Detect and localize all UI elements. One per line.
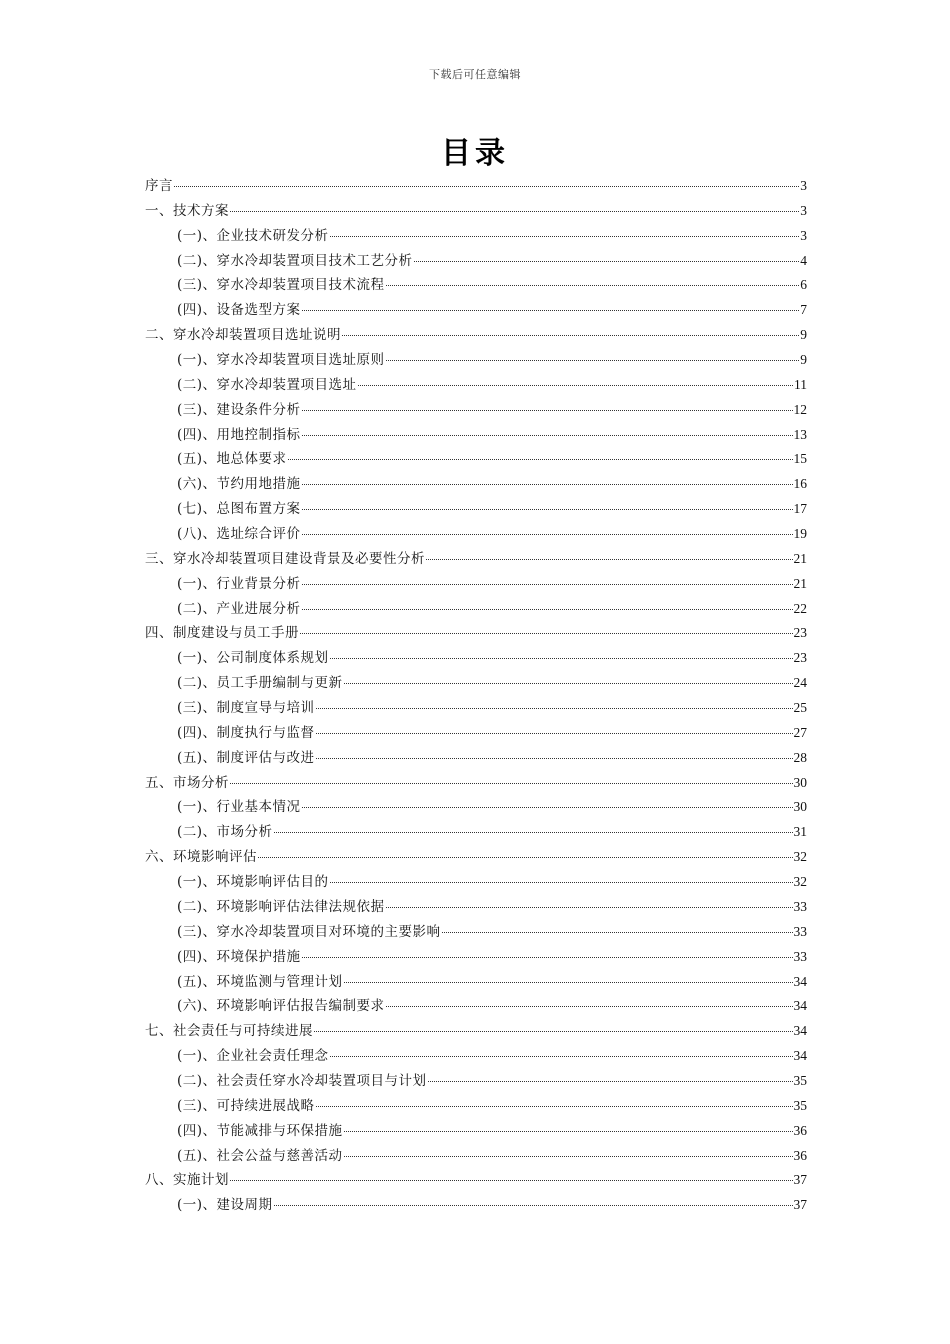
toc-entry-text: (一)、行业背景分析 bbox=[177, 575, 301, 592]
toc-entry-leader bbox=[302, 472, 793, 485]
toc-entry-chapter[interactable] bbox=[145, 547, 807, 572]
toc-entry-section[interactable] bbox=[145, 994, 807, 1019]
toc-entry-section[interactable] bbox=[145, 497, 807, 522]
toc-entry-page-number: 7 bbox=[800, 302, 807, 318]
toc-entry-page-number: 16 bbox=[793, 476, 807, 492]
toc-entry-page-number: 35 bbox=[793, 1097, 807, 1113]
toc-entry-leader bbox=[314, 1019, 793, 1032]
toc-entry-text: (三)、建设条件分析 bbox=[177, 401, 301, 418]
toc-entry-page-number: 21 bbox=[793, 575, 807, 591]
toc-entry-page-number: 24 bbox=[793, 675, 807, 691]
toc-entry-leader bbox=[288, 447, 793, 460]
toc-entry-text: 八、实施计划 bbox=[145, 1172, 229, 1189]
toc-entry-text: (六)、节约用地措施 bbox=[177, 476, 301, 493]
toc-entry-text: 三、穿水冷却装置项目建设背景及必要性分析 bbox=[145, 550, 425, 567]
toc-entry-page-number: 36 bbox=[793, 1147, 807, 1163]
toc-entry-chapter[interactable] bbox=[145, 845, 807, 870]
toc-entry-chapter[interactable] bbox=[145, 771, 807, 796]
toc-entry-section[interactable] bbox=[145, 721, 807, 746]
toc-entry-page-number: 6 bbox=[800, 277, 807, 293]
toc-entry-page-number: 9 bbox=[800, 327, 807, 343]
toc-entry-text: (二)、环境影响评估法律法规依据 bbox=[177, 898, 385, 915]
toc-entry-text: (七)、总图布置方案 bbox=[177, 501, 301, 518]
toc-entry-section[interactable] bbox=[145, 572, 807, 597]
toc-entry-section[interactable] bbox=[145, 1144, 807, 1169]
toc-entry-chapter[interactable] bbox=[145, 199, 807, 224]
toc-entry-leader bbox=[442, 920, 793, 933]
toc-entry-page-number: 13 bbox=[793, 426, 807, 442]
toc-entry-leader bbox=[316, 1094, 793, 1107]
toc-entry-leader bbox=[342, 323, 799, 336]
toc-entry-text: (八)、选址综合评价 bbox=[177, 526, 301, 543]
toc-entry-text: (一)、穿水冷却装置项目选址原则 bbox=[177, 352, 385, 369]
toc-entry-section[interactable] bbox=[145, 895, 807, 920]
toc-entry-text: (二)、市场分析 bbox=[177, 824, 273, 841]
toc-entry-text: 七、社会责任与可持续进展 bbox=[145, 1023, 313, 1040]
toc-entry-text: 序言 bbox=[145, 178, 173, 194]
toc-entry-leader bbox=[302, 572, 793, 585]
toc-entry-text: 四、制度建设与员工手册 bbox=[145, 625, 299, 642]
toc-entry-page-number: 23 bbox=[793, 625, 807, 641]
toc-entry-leader bbox=[330, 224, 800, 237]
toc-entry-page-number: 36 bbox=[793, 1122, 807, 1138]
toc-entry-section[interactable] bbox=[145, 696, 807, 721]
toc-entry-leader bbox=[386, 994, 793, 1007]
toc-entry-section[interactable] bbox=[145, 746, 807, 771]
toc-entry-leader bbox=[300, 621, 793, 634]
toc-entry-text: 五、市场分析 bbox=[145, 774, 229, 791]
toc-entry-leader bbox=[258, 845, 793, 858]
toc-entry-section[interactable] bbox=[145, 273, 807, 298]
toc-entry-page-number: 34 bbox=[793, 1048, 807, 1064]
toc-entry-section[interactable] bbox=[145, 795, 807, 820]
toc-entry-text: (一)、公司制度体系规划 bbox=[177, 650, 329, 667]
toc-entry-leader bbox=[302, 398, 793, 411]
toc-entry-leader bbox=[302, 522, 793, 535]
toc-entry-section[interactable] bbox=[145, 348, 807, 373]
toc-entry-chapter[interactable] bbox=[145, 174, 807, 199]
toc-entry-text: (一)、行业基本情况 bbox=[177, 799, 301, 816]
toc-entry-page-number: 32 bbox=[793, 849, 807, 865]
toc-entry-leader bbox=[302, 497, 793, 510]
toc-entry-page-number: 30 bbox=[793, 774, 807, 790]
toc-entry-leader bbox=[302, 298, 800, 311]
toc-entry-page-number: 37 bbox=[793, 1172, 807, 1188]
toc-entry-page-number: 31 bbox=[793, 824, 807, 840]
toc-entry-text: (二)、穿水冷却装置项目技术工艺分析 bbox=[177, 252, 413, 269]
toc-entry-text: (五)、地总体要求 bbox=[177, 451, 287, 468]
toc-entry-section[interactable] bbox=[145, 373, 807, 398]
toc-entry-page-number: 3 bbox=[800, 202, 807, 218]
toc-entry-leader bbox=[386, 895, 793, 908]
toc-entry-leader bbox=[344, 671, 793, 684]
toc-entry-text: (四)、节能减排与环保措施 bbox=[177, 1122, 343, 1139]
toc-entry-chapter[interactable] bbox=[145, 1168, 807, 1193]
toc-entry-section[interactable] bbox=[145, 472, 807, 497]
toc-entry-leader bbox=[358, 373, 793, 386]
toc-entry-page-number: 35 bbox=[793, 1072, 807, 1088]
toc-entry-text: (三)、制度宣导与培训 bbox=[177, 700, 315, 717]
toc-entry-leader bbox=[230, 1168, 793, 1181]
toc-entry-leader bbox=[386, 273, 800, 286]
toc-entry-text: (三)、穿水冷却装置项目技术流程 bbox=[177, 277, 385, 294]
toc-entry-leader bbox=[274, 820, 793, 833]
toc-entry-leader bbox=[230, 771, 793, 784]
toc-entry-page-number: 34 bbox=[793, 1023, 807, 1039]
toc-entry-text: (四)、用地控制指标 bbox=[177, 426, 301, 443]
toc-entry-chapter[interactable] bbox=[145, 621, 807, 646]
toc-entry-section[interactable] bbox=[145, 870, 807, 895]
toc-entry-text: 六、环境影响评估 bbox=[145, 849, 257, 866]
toc-entry-page-number: 33 bbox=[793, 923, 807, 939]
toc-entry-section[interactable] bbox=[145, 398, 807, 423]
toc-entry-text: (五)、制度评估与改进 bbox=[177, 749, 315, 766]
toc-entry-page-number: 11 bbox=[794, 376, 807, 392]
toc-entry-text: (五)、社会公益与慈善活动 bbox=[177, 1147, 343, 1164]
toc-entry-text: (一)、企业社会责任理念 bbox=[177, 1048, 329, 1065]
toc-entry-text: (三)、穿水冷却装置项目对环境的主要影响 bbox=[177, 923, 441, 940]
toc-entry-section[interactable] bbox=[145, 970, 807, 995]
toc-entry-page-number: 22 bbox=[793, 600, 807, 616]
toc-entry-text: (四)、环境保护措施 bbox=[177, 948, 301, 965]
toc-entry-section[interactable] bbox=[145, 945, 807, 970]
toc-entry-section[interactable] bbox=[145, 646, 807, 671]
toc-entry-leader bbox=[330, 870, 793, 883]
toc-entry-leader bbox=[344, 970, 793, 983]
toc-entry-text: (六)、环境影响评估报告编制要求 bbox=[177, 998, 385, 1015]
toc-entry-section[interactable] bbox=[145, 1193, 807, 1218]
toc-entry-page-number: 15 bbox=[793, 451, 807, 467]
toc-entry-text: (一)、环境影响评估目的 bbox=[177, 874, 329, 891]
toc-entry-text: (一)、企业技术研发分析 bbox=[177, 227, 329, 244]
toc-entry-section[interactable] bbox=[145, 820, 807, 845]
toc-entry-page-number: 33 bbox=[793, 898, 807, 914]
toc-entry-page-number: 37 bbox=[793, 1197, 807, 1213]
toc-entry-section[interactable] bbox=[145, 224, 807, 249]
toc-entry-text: (二)、穿水冷却装置项目选址 bbox=[177, 376, 357, 393]
toc-entry-text: (四)、制度执行与监督 bbox=[177, 724, 315, 741]
toc-entry-page-number: 12 bbox=[793, 401, 807, 417]
toc-entry-section[interactable] bbox=[145, 920, 807, 945]
toc-entry-leader bbox=[230, 199, 799, 212]
toc-entry-text: (二)、产业进展分析 bbox=[177, 600, 301, 617]
header-note: 下载后可任意编辑 bbox=[429, 68, 521, 81]
toc-entry-leader bbox=[426, 547, 793, 560]
toc-entry-leader bbox=[302, 945, 793, 958]
toc-entry-leader bbox=[302, 795, 793, 808]
toc-entry-page-number: 9 bbox=[800, 352, 807, 368]
toc-entry-leader bbox=[330, 646, 793, 659]
toc-entry-section[interactable] bbox=[145, 522, 807, 547]
toc-entry-page-number: 3 bbox=[800, 227, 807, 243]
toc-entry-text: 一、技术方案 bbox=[145, 202, 229, 219]
toc-entry-page-number: 4 bbox=[800, 252, 807, 268]
toc-entry-section[interactable] bbox=[145, 597, 807, 622]
toc-entry-leader bbox=[428, 1069, 793, 1082]
toc-entry-page-number: 3 bbox=[800, 178, 807, 193]
toc-entry-page-number: 33 bbox=[793, 948, 807, 964]
toc-entry-section[interactable] bbox=[145, 249, 807, 274]
toc-entry-chapter[interactable] bbox=[145, 1019, 807, 1044]
toc-entry-section[interactable] bbox=[145, 423, 807, 448]
toc-entry-page-number: 30 bbox=[793, 799, 807, 815]
toc-entry-page-number: 34 bbox=[793, 998, 807, 1014]
toc-entry-section[interactable] bbox=[145, 447, 807, 472]
toc-entry-leader bbox=[274, 1193, 793, 1206]
toc-entry-section[interactable] bbox=[145, 1094, 807, 1119]
toc-entry-page-number: 17 bbox=[793, 501, 807, 517]
toc-entry-text: (四)、设备选型方案 bbox=[177, 302, 301, 319]
toc-entry-page-number: 25 bbox=[793, 700, 807, 716]
toc-entry-section[interactable] bbox=[145, 1044, 807, 1069]
toc-entry-text: (五)、环境监测与管理计划 bbox=[177, 973, 343, 990]
toc-list bbox=[145, 174, 807, 1218]
toc-entry-chapter[interactable] bbox=[145, 323, 807, 348]
toc-entry-leader bbox=[316, 721, 793, 734]
toc-entry-page-number: 34 bbox=[793, 973, 807, 989]
toc-entry-leader bbox=[414, 249, 800, 262]
toc-entry-leader bbox=[344, 1144, 793, 1157]
toc-entry-section[interactable] bbox=[145, 671, 807, 696]
toc-entry-page-number: 28 bbox=[793, 749, 807, 765]
toc-entry-text: (二)、社会责任穿水冷却装置项目与计划 bbox=[177, 1072, 427, 1089]
toc-entry-leader bbox=[174, 174, 799, 187]
toc-entry-page-number: 19 bbox=[793, 526, 807, 542]
toc-entry-page-number: 27 bbox=[793, 724, 807, 740]
toc-entry-leader bbox=[386, 348, 800, 361]
toc-entry-leader bbox=[330, 1044, 793, 1057]
toc-entry-leader bbox=[302, 597, 793, 610]
toc-entry-text: (二)、员工手册编制与更新 bbox=[177, 675, 343, 692]
toc-entry-text: (一)、建设周期 bbox=[177, 1197, 273, 1214]
page-title: 目录 bbox=[441, 136, 509, 171]
toc-entry-leader bbox=[316, 746, 793, 759]
toc-entry-page-number: 32 bbox=[793, 874, 807, 890]
toc-entry-leader bbox=[344, 1119, 793, 1132]
toc-entry-page-number: 21 bbox=[793, 550, 807, 566]
toc-entry-text: (三)、可持续进展战略 bbox=[177, 1097, 315, 1114]
toc-entry-leader bbox=[302, 423, 793, 436]
toc-entry-leader bbox=[316, 696, 793, 709]
toc-entry-section[interactable] bbox=[145, 298, 807, 323]
toc-entry-text: 二、穿水冷却装置项目选址说明 bbox=[145, 327, 341, 344]
toc-entry-section[interactable] bbox=[145, 1069, 807, 1094]
toc-entry-section[interactable] bbox=[145, 1119, 807, 1144]
toc-entry-page-number: 23 bbox=[793, 650, 807, 666]
